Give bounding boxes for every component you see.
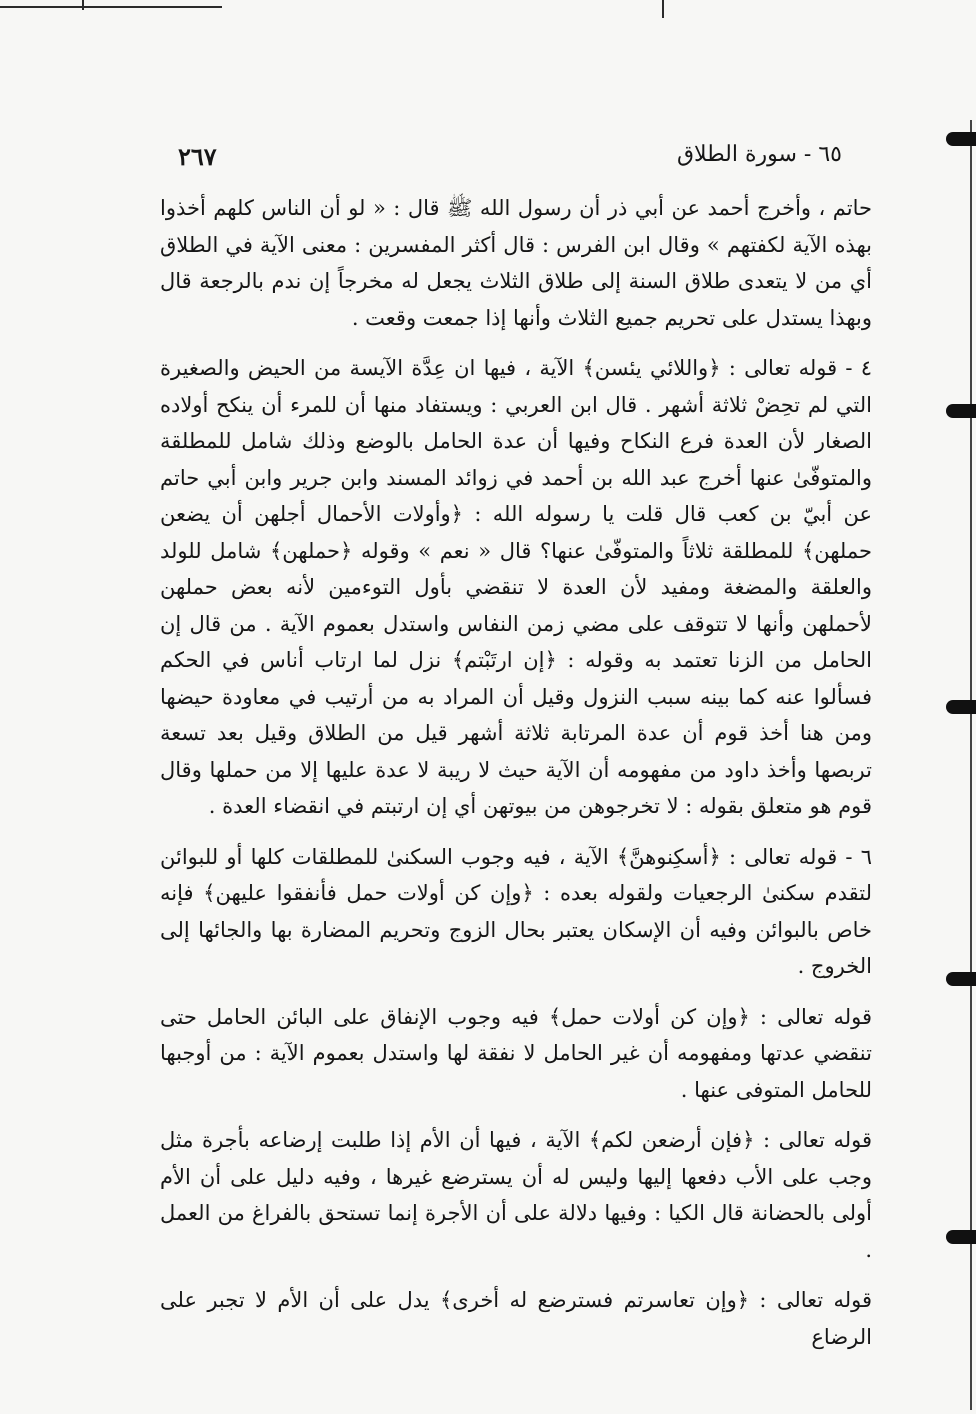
paragraph-4: قوله تعالى : ﴿وإن كن أولات حمل﴾ فيه وجوب الإنفاق على البائن الحامل حتى تنقضي عدتها ومفهومه أن غير الحامل لا نفقة لها واستدل بعموم الآية : من أوجبها للحامل المتوفى عنها . (160, 1004, 872, 1102)
top-left-scan-line (0, 6, 222, 8)
page-edge-mark (946, 132, 976, 146)
page-edge-mark (946, 700, 976, 714)
page-edge-mark (946, 404, 976, 418)
right-scan-edge (970, 120, 972, 1410)
page-edge-mark (946, 1230, 976, 1244)
top-right-scan-line (662, 0, 664, 18)
page-edge-mark (946, 972, 976, 986)
surah-title: ٦٥ - سورة الطلاق (676, 142, 842, 167)
page-number: ٢٦٧ (178, 142, 217, 171)
paragraph-3: ٦ - قوله تعالى : ﴿أسكِنوهنَّ﴾ الآية ، فيه وجوب السكنىٰ للمطلقات كلها أو للبوائن لتقدم سكنىٰ الرجعيات ولقوله بعده : ﴿وإن كن أولات حمل فأنفقوا عليهن﴾ فإنه خاص بالبوائن وفيه أن الإسكان يعتبر بحال الزوج وتحريم المضارة بها والجائها إلى الخروج . (160, 844, 872, 978)
top-tick-mark (82, 0, 84, 10)
page-header (150, 138, 842, 178)
paragraph-1: حاتم ، وأخرج أحمد عن أبي ذر أن رسول الله ﷺ قال : « لو أن الناس كلهم أخذوا بهذه الآية لكفتهم » وقال ابن الفرس : قال أكثر المفسرين : معنى الآية في الطلاق أي من لا يتعدى طلاق السنة إلى طلاق الثلاث يجعل له مخرجاً إن ندم بالرجعة قال وبهذا يستدل على تحريم جميع الثلاث وأنها إذا جمعت وقعت . (160, 196, 872, 330)
paragraph-6: قوله تعالى : ﴿وإن تعاسرتم فسترضع له أخرى﴾ يدل على أن الأم لا تجبر على الرضاع (160, 1288, 872, 1349)
paragraph-2: ٤ - قوله تعالى : ﴿واللائي يئسن﴾ الآية ، فيها ان عِدَّة الآيسة من الحيض والصغيرة التي لم تحِضْ ثلاثة أشهر . قال ابن العربي : ويستفاد منها أن للمرء أن ينكح أولاده الصغار لأن العدة فرع النكاح وفيها أن عدة الحامل بالوضع وذلك شامل للمطلقة والمتوفّىٰ عنها أخرج عبد الله بن أحمد في زوائد المسند وابن جرير وابن أبي حاتم عن أبيّ بن كعب قال قلت يا رسوله الله : ﴿وأولات الأحمال أجلهن أن يضعن حملهن﴾ للمطلقة ثلاثاً والمتوفّىٰ عنها؟ قال « نعم » وقوله ﴿حملهن﴾ شامل للولد والعلقة والمضغة ومفيد لأن العدة لا تنقضي بأول التوءمين لأنه بعض حملهن لأحملهن وأنها لا تتوقف على مضي زمن النفاس واستدل بعموم الآية . من قال إن الحامل من الزنا تعتمد به وقوله : ﴿إن ارتَبْتم﴾ نزل لما ارتاب أناس في الحكم فسألوا عنه كما بينه سبب النزول وقيل أن المراد به من أرتيب في معاودة حيضها ومن هنا أخذ قوم أن عدة المرتابة ثلاثة أشهر قيل من الطلاق وقيل بعد تسعة تربصها وأخذ داود من مفهومه أن الآية حيث لا ريبة لا عدة عليها إلا من حملها وقال قوم هو متعلق بقوله : لا تخرجوهن من بيوتهن أي إن ارتبتم في انقضاء العدة . (160, 356, 872, 818)
paragraph-5: قوله تعالى : ﴿فإن أرضعن لكم﴾ الآية ، فيها أن الأم إذا طلبت إرضاعه بأجرة مثل وجب على الأب دفعها إليها وليس له أن يسترضع غيرها ، وفيه دليل على أن الأم أولى بالحضانة قال الكيا : وفيها دلالة على أن الأجرة إنما تستحق بالفراغ من العمل . (160, 1128, 872, 1262)
page-body (160, 190, 872, 1355)
